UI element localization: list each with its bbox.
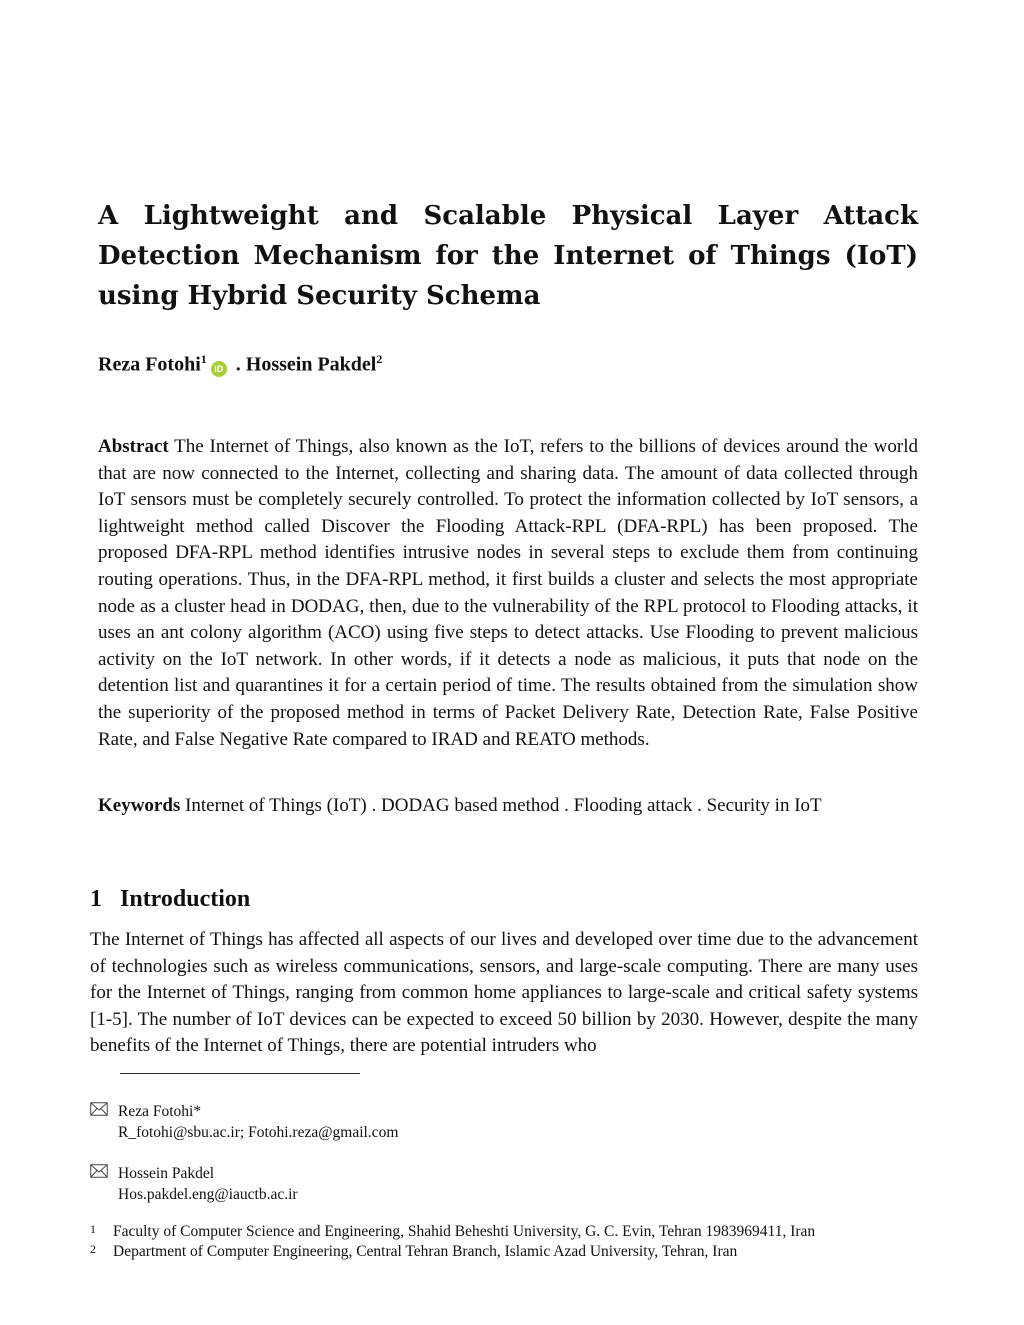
keywords (98, 793, 822, 819)
author-name: Reza Fotohi (98, 353, 201, 376)
contact-name: Hossein Pakdel (118, 1165, 215, 1182)
abstract-text: The Internet of Things, also known as the IoT, refers to the billions of devices around the world that are now connected to the Internet, collecting and sharing data. The amount of data collected through IoT sensors must be completely securely controlled. To protect the information collected by IoT sensors, a lightweight method called Discover the Flooding Attack-RPL (DFA-RPL) has been proposed. The proposed DFA-RPL method identifies intrusive nodes in several steps to exclude them from continuing routing operations. Thus, in the DFA-RPL method, it first builds a cluster and selects the most appropriate node as a cluster head in DODAG, then, due to the vulnerability of the RPL protocol to Flooding attacks, it uses an ant colony algorithm (ACO) using five steps to detect attacks. Use Flooding to prevent malicious activity on the IoT network. In other words, if it detects a node as malicious, it puts that node on the detention list and quarantines it for a certain period of time. The results obtained from the simulation show the superiority of the proposed method in terms of Packet Delivery Rate, Detection Rate, False Positive Rate, and False Negative Rate compared to IRAD and REATO methods. (98, 436, 918, 750)
keywords-text: Internet of Things (IoT) . DODAG based method . Flooding attack . Security in IoT (185, 795, 822, 816)
paper-title: A Lightweight and Scalable Physical Layer Attack Detection Mechanism for the Internet of Things (IoT) using Hybrid Security Schema (98, 201, 918, 311)
footnote-text: Department of Computer Engineering, Central Tehran Branch, Islamic Azad University, Tehran, Iran (113, 1243, 738, 1260)
contact-name: Reza Fotohi* (118, 1103, 202, 1120)
contact-block (90, 1101, 398, 1143)
contact-email[interactable]: Hos.pakdel.eng@iauctb.ac.ir (118, 1186, 298, 1203)
abstract-label: Abstract (98, 436, 169, 457)
footnote-number: 1 (90, 1222, 96, 1236)
keywords-label: Keywords (98, 795, 181, 816)
footnote-divider (120, 1073, 360, 1074)
envelope-icon (90, 1102, 108, 1116)
orcid-icon[interactable]: iD (211, 361, 227, 377)
footnote-text: Faculty of Computer Science and Engineering, Shahid Beheshti University, G. C. Evin, Tehran 1983969411, Iran (113, 1223, 816, 1240)
abstract (98, 434, 918, 753)
affiliation-mark: 1 (200, 352, 207, 366)
author-line (98, 345, 382, 379)
affiliation-mark: 2 (376, 352, 383, 366)
section-heading (90, 883, 250, 915)
affiliation-footnote (90, 1239, 737, 1262)
envelope-icon (90, 1164, 108, 1178)
contact-email[interactable]: R_fotohi@sbu.ac.ir; Fotohi.reza@gmail.com (118, 1124, 399, 1141)
footnote-number: 2 (90, 1242, 96, 1256)
section-number: 1 (90, 886, 102, 912)
author-name: Hossein Pakdel (245, 353, 377, 376)
contact-block (90, 1163, 298, 1205)
author-separator: . (230, 353, 246, 376)
introduction-text: The Internet of Things has affected all aspects of our lives and developed over time due to the advancement of technologies such as wireless communications, sensors, and large-scale computing. There are many uses for the Internet of Things, ranging from common home appliances to large-scale and critical safety systems [1-5]. The number of IoT devices can be expected to exceed 50 billion by 2030. However, despite the many benefits of the Internet of Things, there are potential intruders who (90, 929, 918, 1057)
section-title: Introduction (120, 886, 251, 912)
